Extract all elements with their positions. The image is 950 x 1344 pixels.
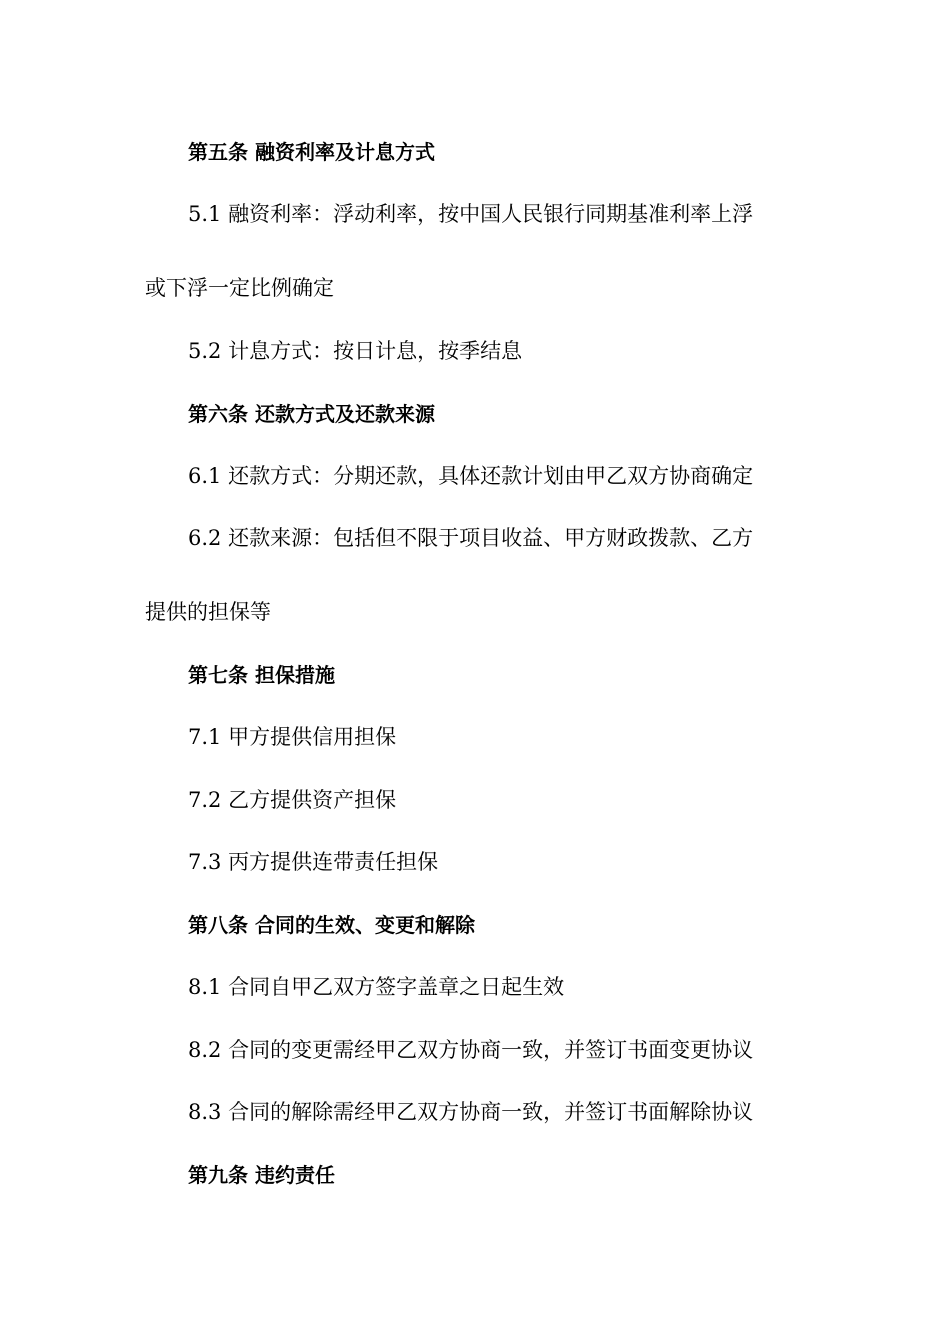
article-8-item-3: 8.3 合同的解除需经甲乙双方协商一致，并签订书面解除协议 — [188, 1100, 754, 1124]
article-5-item-2: 5.2 计息方式：按日计息，按季结息 — [188, 339, 523, 363]
article-6-item-2-line-2: 提供的担保等 — [145, 600, 271, 624]
article-6-heading: 第六条 还款方式及还款来源 — [188, 402, 435, 426]
article-7-item-3: 7.3 丙方提供连带责任担保 — [188, 850, 439, 874]
article-7-item-2: 7.2 乙方提供资产担保 — [188, 788, 397, 812]
article-9-heading: 第九条 违约责任 — [188, 1163, 335, 1187]
article-8-item-2: 8.2 合同的变更需经甲乙双方协商一致，并签订书面变更协议 — [188, 1038, 754, 1062]
article-5-item-1-line-2: 或下浮一定比例确定 — [145, 276, 334, 300]
article-8-heading: 第八条 合同的生效、变更和解除 — [188, 913, 475, 937]
article-7-heading: 第七条 担保措施 — [188, 663, 335, 687]
article-7-item-1: 7.1 甲方提供信用担保 — [188, 725, 397, 749]
article-6-item-2-line-1: 6.2 还款来源：包括但不限于项目收益、甲方财政拨款、乙方 — [188, 526, 754, 550]
article-5-item-1-line-1: 5.1 融资利率：浮动利率，按中国人民银行同期基准利率上浮 — [188, 202, 754, 226]
article-6-item-1: 6.1 还款方式：分期还款，具体还款计划由甲乙双方协商确定 — [188, 464, 754, 488]
article-8-item-1: 8.1 合同自甲乙双方签字盖章之日起生效 — [188, 975, 565, 999]
article-5-heading: 第五条 融资利率及计息方式 — [188, 140, 435, 164]
